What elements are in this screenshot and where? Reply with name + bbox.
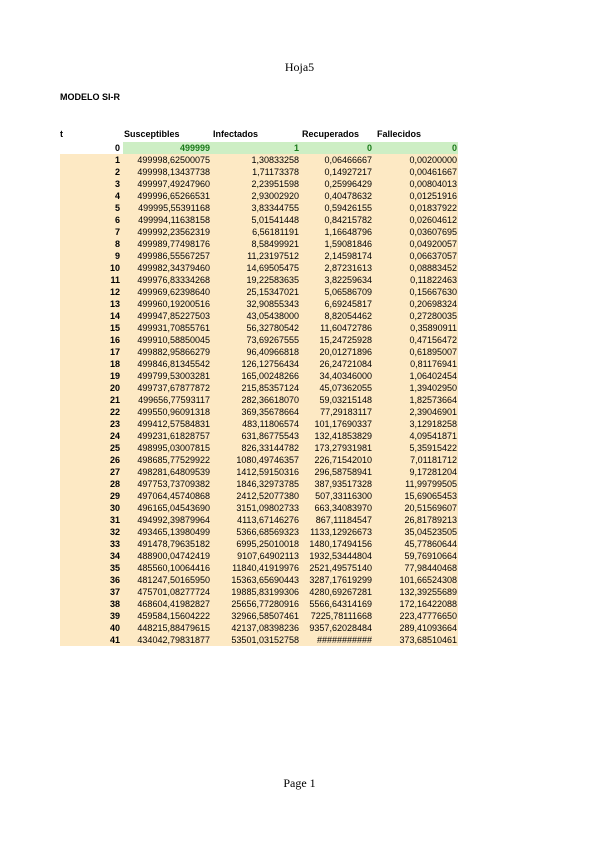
cell-t: 12	[109, 287, 120, 297]
table-body	[60, 142, 460, 646]
cell-susceptibles: 499931,70855761	[137, 323, 210, 333]
cell-recuperados: 507,33116300	[315, 491, 372, 501]
cell-susceptibles: 498685,77529922	[137, 455, 210, 465]
cell-susceptibles: 481247,50165950	[137, 575, 210, 585]
table-row	[60, 154, 460, 166]
cell-infectados: 73,69267555	[246, 335, 299, 345]
cell-fallecidos: 5,35915422	[409, 443, 457, 453]
cell-recuperados: 15,24725928	[319, 335, 372, 345]
cell-recuperados: 387,93517328	[314, 479, 372, 489]
cell-infectados: 165,00248266	[241, 371, 299, 381]
cell-t: 32	[109, 527, 120, 537]
cell-fallecidos: 0,06637057	[409, 251, 457, 261]
cell-susceptibles: 499910,58850045	[137, 335, 210, 345]
cell-t: 22	[109, 407, 120, 417]
cell-susceptibles: 499737,67877872	[137, 383, 210, 393]
cell-infectados: 15363,65690443	[231, 575, 299, 585]
cell-fallecidos: 0	[451, 143, 457, 153]
cell-infectados: 11,23197512	[247, 251, 299, 261]
cell-infectados: 1,71173378	[252, 167, 299, 177]
table-row	[60, 358, 460, 370]
table-row	[60, 430, 460, 442]
cell-recuperados: 173,27931981	[314, 443, 372, 453]
table-row	[60, 586, 460, 598]
cell-fallecidos: 373,68510461	[399, 635, 457, 645]
cell-recuperados: 0,59426155	[324, 203, 372, 213]
cell-fallecidos: 0,01251916	[409, 191, 457, 201]
cell-infectados: 56,32780542	[246, 323, 299, 333]
table-row	[60, 322, 460, 334]
table-row	[60, 190, 460, 202]
cell-recuperados: 0,40478632	[324, 191, 372, 201]
table-row	[60, 550, 460, 562]
cell-recuperados: 7225,78111668	[310, 611, 372, 621]
cell-susceptibles: 499989,77498176	[137, 239, 210, 249]
cell-fallecidos: 101,66524308	[399, 575, 457, 585]
cell-fallecidos: 1,82573664	[409, 395, 457, 405]
cell-fallecidos: 0,47156472	[409, 335, 457, 345]
cell-recuperados: 2,87231613	[324, 263, 372, 273]
cell-susceptibles: 499846,81345542	[137, 359, 210, 369]
cell-recuperados: 77,29183117	[320, 407, 372, 417]
cell-infectados: 1412,59150316	[236, 467, 299, 477]
header-fallecidos: Fallecidos	[377, 129, 422, 139]
cell-infectados: 11840,41919976	[232, 563, 299, 573]
cell-fallecidos: 15,69065453	[404, 491, 457, 501]
cell-infectados: 25,15347021	[246, 287, 299, 297]
cell-infectados: 53501,03152758	[231, 635, 299, 645]
cell-fallecidos: 223,47776650	[399, 611, 457, 621]
cell-recuperados: 11,60472786	[320, 323, 372, 333]
table-row	[60, 382, 460, 394]
data-table	[60, 129, 460, 646]
cell-t: 4	[114, 191, 120, 201]
header-susceptibles: Susceptibles	[124, 129, 180, 139]
cell-recuperados: 0	[366, 143, 372, 153]
cell-t: 16	[109, 335, 120, 345]
cell-infectados: 2412,52077380	[236, 491, 299, 501]
cell-susceptibles: 499882,95866279	[137, 347, 210, 357]
cell-susceptibles: 499976,83334268	[137, 275, 210, 285]
table-row	[60, 466, 460, 478]
table-row	[60, 166, 460, 178]
cell-susceptibles: 499982,34379460	[137, 263, 210, 273]
cell-t: 5	[114, 203, 120, 213]
cell-t: 38	[109, 599, 120, 609]
cell-susceptibles: 499656,77593117	[138, 395, 210, 405]
table-row	[60, 562, 460, 574]
cell-susceptibles: 498281,64809539	[137, 467, 210, 477]
cell-t: 33	[109, 539, 120, 549]
cell-t: 41	[109, 635, 120, 645]
cell-fallecidos: 0,00200000	[409, 155, 457, 165]
table-row	[60, 274, 460, 286]
cell-susceptibles: 499996,65266531	[137, 191, 210, 201]
cell-susceptibles: 448215,88479615	[137, 623, 210, 633]
table-row	[60, 610, 460, 622]
cell-recuperados: 5,06586709	[324, 287, 372, 297]
cell-susceptibles: 475701,08277724	[137, 587, 210, 597]
table-row	[60, 142, 460, 154]
cell-recuperados: 2521,49575140	[309, 563, 372, 573]
cell-susceptibles: 459584,15604222	[137, 611, 210, 621]
cell-fallecidos: 172,16422088	[399, 599, 457, 609]
cell-susceptibles: 493465,13980499	[137, 527, 210, 537]
cell-t: 40	[109, 623, 120, 633]
table-row	[60, 418, 460, 430]
cell-fallecidos: 0,04920057	[409, 239, 457, 249]
cell-t: 2	[114, 167, 120, 177]
cell-fallecidos: 132,39255689	[399, 587, 457, 597]
cell-recuperados: 2,14598174	[324, 251, 372, 261]
cell-t: 31	[109, 515, 120, 525]
cell-recuperados: 5566,64314169	[309, 599, 372, 609]
cell-susceptibles: 498995,03007815	[137, 443, 210, 453]
cell-fallecidos: 0,08883452	[409, 263, 457, 273]
cell-infectados: 483,11806574	[242, 419, 299, 429]
cell-susceptibles: 497064,45740868	[137, 491, 210, 501]
header-infectados: Infectados	[213, 129, 259, 139]
sheet-name: Hoja5	[284, 60, 315, 74]
cell-infectados: 282,36618070	[241, 395, 299, 405]
cell-fallecidos: 0,15667630	[409, 287, 457, 297]
cell-fallecidos: 0,20698324	[409, 299, 457, 309]
table-row	[60, 406, 460, 418]
cell-t: 24	[109, 431, 120, 441]
cell-infectados: 1846,32973785	[236, 479, 299, 489]
cell-t: 21	[109, 395, 120, 405]
table-row	[60, 538, 460, 550]
cell-t: 15	[109, 323, 120, 333]
cell-susceptibles: 485560,10064416	[137, 563, 210, 573]
cell-fallecidos: 0,61895007	[409, 347, 457, 357]
cell-fallecidos: 0,00461667	[409, 167, 457, 177]
cell-t: 25	[109, 443, 120, 453]
cell-susceptibles: 499960,19200516	[137, 299, 210, 309]
cell-susceptibles: 499995,55391168	[138, 203, 210, 213]
cell-recuperados: 0,14927217	[324, 167, 372, 177]
cell-t: 6	[114, 215, 120, 225]
cell-fallecidos: 45,77860644	[404, 539, 457, 549]
cell-susceptibles: 499231,61828757	[137, 431, 210, 441]
cell-t: 35	[109, 563, 120, 573]
cell-infectados: 631,86775543	[241, 431, 299, 441]
cell-susceptibles: 494992,39879964	[137, 515, 210, 525]
cell-recuperados: 867,11184547	[315, 515, 372, 525]
header-t: t	[60, 129, 63, 139]
table-row	[60, 502, 460, 514]
cell-recuperados: 20,01271896	[319, 347, 372, 357]
cell-fallecidos: 1,06402454	[409, 371, 457, 381]
cell-t: 39	[109, 611, 120, 621]
cell-susceptibles: 499986,55567257	[137, 251, 210, 261]
cell-infectados: 1,30833258	[251, 155, 299, 165]
cell-susceptibles: 499992,23562319	[137, 227, 210, 237]
cell-recuperados: 0,06466667	[324, 155, 372, 165]
cell-susceptibles: 499998,13437738	[137, 167, 210, 177]
cell-infectados: 9107,64902113	[237, 551, 299, 561]
cell-infectados: 19,22583635	[246, 275, 299, 285]
cell-susceptibles: 488900,04742419	[137, 551, 210, 561]
cell-t: 28	[109, 479, 120, 489]
cell-recuperados: 59,03215148	[319, 395, 372, 405]
cell-recuperados: 1,59081846	[324, 239, 372, 249]
cell-infectados: 19885,83199306	[231, 587, 299, 597]
cell-fallecidos: 0,35890911	[410, 323, 457, 333]
cell-t: 29	[109, 491, 120, 501]
cell-infectados: 32,90855343	[246, 299, 299, 309]
cell-recuperados: ###########	[316, 635, 372, 645]
cell-recuperados: 132,41853829	[314, 431, 372, 441]
cell-t: 13	[109, 299, 120, 309]
cell-infectados: 5366,68569323	[236, 527, 299, 537]
cell-recuperados: 0,25996429	[324, 179, 372, 189]
table-row	[60, 478, 460, 490]
cell-susceptibles: 499998,62500075	[137, 155, 210, 165]
cell-infectados: 6,56181191	[252, 227, 299, 237]
header-recuperados: Recuperados	[302, 129, 360, 139]
cell-fallecidos: 289,41093664	[399, 623, 457, 633]
cell-susceptibles: 499994,11638158	[138, 215, 210, 225]
cell-infectados: 2,23951598	[251, 179, 299, 189]
cell-recuperados: 101,17690337	[314, 419, 372, 429]
cell-susceptibles: 499550,96091318	[137, 407, 210, 417]
cell-fallecidos: 35,04523505	[404, 527, 457, 537]
cell-fallecidos: 2,39046901	[409, 407, 457, 417]
cell-infectados: 2,93002920	[251, 191, 299, 201]
table-row	[60, 622, 460, 634]
table-row	[60, 526, 460, 538]
cell-t: 34	[109, 551, 120, 561]
cell-t: 7	[114, 227, 120, 237]
cell-recuperados: 34,40346000	[319, 371, 372, 381]
cell-fallecidos: 1,39402950	[409, 383, 457, 393]
cell-t: 19	[109, 371, 120, 381]
cell-fallecidos: 3,12918258	[409, 419, 457, 429]
cell-fallecidos: 9,17281204	[409, 467, 457, 477]
cell-fallecidos: 11,99799505	[405, 479, 457, 489]
cell-recuperados: 1932,53444804	[309, 551, 372, 561]
cell-recuperados: 1480,17494156	[309, 539, 372, 549]
cell-susceptibles: 499999	[179, 143, 210, 153]
cell-infectados: 5,01541448	[251, 215, 299, 225]
table-row	[60, 310, 460, 322]
table-row	[60, 514, 460, 526]
table-row	[60, 574, 460, 586]
cell-t: 26	[109, 455, 120, 465]
table-row	[60, 286, 460, 298]
table-row	[60, 442, 460, 454]
cell-susceptibles: 499969,62398640	[137, 287, 210, 297]
cell-infectados: 8,58499921	[251, 239, 299, 249]
cell-t: 0	[114, 143, 120, 153]
cell-t: 11	[110, 275, 120, 285]
cell-fallecidos: 77,98440468	[404, 563, 457, 573]
table-row	[60, 634, 460, 646]
cell-recuperados: 226,71542010	[314, 455, 372, 465]
table-row	[60, 226, 460, 238]
cell-infectados: 14,69505475	[246, 263, 299, 273]
cell-t: 18	[109, 359, 120, 369]
cell-recuperados: 26,24721084	[319, 359, 372, 369]
cell-infectados: 215,85357124	[241, 383, 299, 393]
cell-t: 20	[109, 383, 120, 393]
cell-t: 37	[109, 587, 120, 597]
table-row	[60, 178, 460, 190]
cell-recuperados: 3,82259634	[324, 275, 372, 285]
cell-infectados: 3,83344755	[251, 203, 299, 213]
table-row	[60, 598, 460, 610]
cell-infectados: 32966,58507461	[231, 611, 299, 621]
cell-t: 17	[109, 347, 120, 357]
cell-infectados: 42137,08398236	[231, 623, 299, 633]
cell-fallecidos: 4,09541871	[409, 431, 457, 441]
cell-susceptibles: 434042,79831877	[137, 635, 210, 645]
cell-susceptibles: 496165,04543690	[137, 503, 210, 513]
cell-fallecidos: 7,01181712	[410, 455, 457, 465]
cell-infectados: 4113,67146276	[237, 515, 299, 525]
cell-t: 1	[114, 155, 120, 165]
cell-fallecidos: 0,27280035	[409, 311, 457, 321]
cell-infectados: 826,33144782	[241, 443, 299, 453]
cell-infectados: 3151,09802733	[236, 503, 299, 513]
cell-recuperados: 45,07362055	[319, 383, 372, 393]
cell-recuperados: 296,58758941	[314, 467, 372, 477]
table-row	[60, 214, 460, 226]
cell-infectados: 43,05438000	[246, 311, 299, 321]
cell-susceptibles: 499947,85227503	[137, 311, 210, 321]
cell-infectados: 6995,25010018	[236, 539, 299, 549]
cell-fallecidos: 0,02604612	[409, 215, 457, 225]
cell-recuperados: 1,16648796	[324, 227, 372, 237]
cell-infectados: 126,12756434	[241, 359, 299, 369]
cell-fallecidos: 0,01837922	[409, 203, 457, 213]
table-row	[60, 394, 460, 406]
cell-recuperados: 3287,17619299	[309, 575, 372, 585]
table-row	[60, 490, 460, 502]
cell-fallecidos: 26,81789213	[404, 515, 457, 525]
cell-recuperados: 0,84215782	[324, 215, 372, 225]
cell-recuperados: 8,82054462	[324, 311, 372, 321]
cell-t: 14	[109, 311, 120, 321]
cell-t: 10	[109, 263, 120, 273]
table-row	[60, 298, 460, 310]
page-number: Page 1	[283, 776, 316, 790]
cell-t: 27	[109, 467, 120, 477]
table-row	[60, 334, 460, 346]
cell-infectados: 96,40966818	[246, 347, 299, 357]
cell-recuperados: 9357,62028484	[309, 623, 372, 633]
cell-t: 23	[109, 419, 120, 429]
cell-fallecidos: 0,11822463	[410, 275, 457, 285]
cell-infectados: 1	[293, 143, 299, 153]
table-header	[60, 129, 460, 142]
cell-susceptibles: 499997,49247960	[137, 179, 210, 189]
cell-t: 8	[114, 239, 120, 249]
table-row	[60, 262, 460, 274]
cell-recuperados: 4280,69267281	[309, 587, 372, 597]
cell-fallecidos: 59,76910664	[404, 551, 457, 561]
cell-fallecidos: 0,00804013	[409, 179, 457, 189]
cell-susceptibles: 499799,53003281	[137, 371, 210, 381]
cell-susceptibles: 468604,41982827	[137, 599, 210, 609]
cell-t: 9	[114, 251, 120, 261]
model-title: MODELO SI-R	[60, 92, 120, 102]
cell-susceptibles: 499412,57584831	[137, 419, 210, 429]
cell-recuperados: 663,34083970	[314, 503, 372, 513]
cell-t: 36	[109, 575, 120, 585]
cell-fallecidos: 20,51569607	[404, 503, 457, 513]
cell-infectados: 369,35678664	[241, 407, 299, 417]
table-row	[60, 238, 460, 250]
cell-recuperados: 6,69245817	[324, 299, 372, 309]
cell-recuperados: 1133,12926673	[310, 527, 372, 537]
table-row	[60, 202, 460, 214]
cell-infectados: 1080,49746357	[236, 455, 299, 465]
cell-t: 3	[114, 179, 120, 189]
cell-susceptibles: 491478,79635182	[137, 539, 210, 549]
cell-fallecidos: 0,81176941	[410, 359, 457, 369]
cell-infectados: 25656,77280916	[231, 599, 299, 609]
table-row	[60, 370, 460, 382]
table-row	[60, 454, 460, 466]
table-row	[60, 250, 460, 262]
cell-t: 30	[109, 503, 120, 513]
cell-susceptibles: 497753,73709382	[137, 479, 210, 489]
cell-fallecidos: 0,03607695	[409, 227, 457, 237]
table-row	[60, 346, 460, 358]
